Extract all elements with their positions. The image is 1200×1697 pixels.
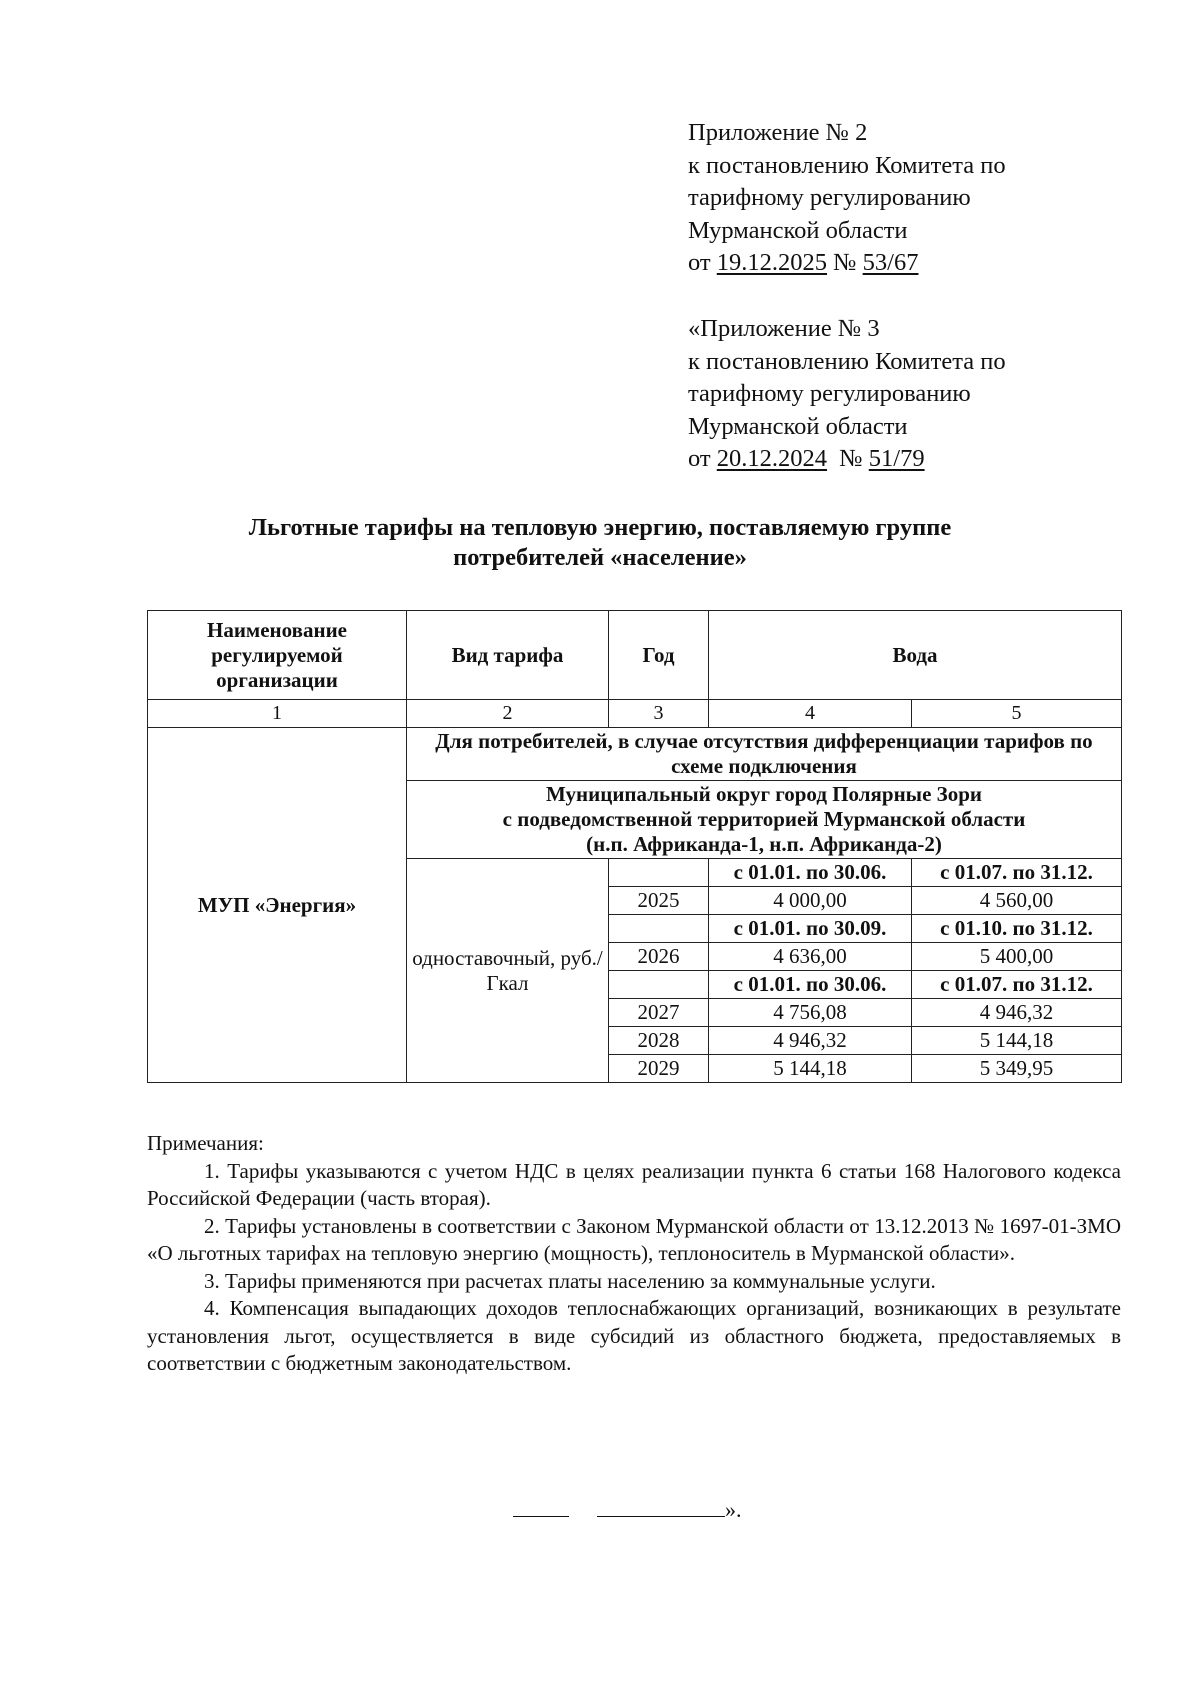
tariff-value: 4 636,00 bbox=[709, 943, 912, 971]
resolution-date: 20.12.2024 bbox=[716, 445, 828, 472]
tariff-value: 5 400,00 bbox=[912, 943, 1122, 971]
column-number: 3 bbox=[609, 700, 709, 728]
notes-section bbox=[147, 1130, 1121, 1378]
tariff-value: 4 000,00 bbox=[709, 887, 912, 915]
title-line: Льготные тарифы на тепловую энергию, поставляемую группе bbox=[248, 514, 952, 541]
year-cell: 2026 bbox=[609, 943, 709, 971]
header-tariff-type: Вид тарифа bbox=[407, 611, 609, 700]
tariff-value: 5 349,95 bbox=[912, 1055, 1122, 1083]
period-label: с 01.10. по 31.12. bbox=[912, 915, 1122, 943]
date-prefix: от bbox=[688, 249, 717, 276]
year-cell: 2027 bbox=[609, 999, 709, 1027]
period-label: с 01.07. по 31.12. bbox=[912, 859, 1122, 887]
appendix-ref-line: Мурманской области bbox=[688, 216, 908, 244]
closing-quote-mark: ». bbox=[725, 1497, 742, 1522]
header-year: Год bbox=[609, 611, 709, 700]
organization-name: МУП «Энергия» bbox=[148, 728, 407, 1083]
year-cell: 2029 bbox=[609, 1055, 709, 1083]
date-prefix: от bbox=[688, 445, 717, 472]
appendix-date-line bbox=[688, 247, 1108, 280]
notes-heading: Примечания: bbox=[147, 1131, 264, 1155]
tariff-table bbox=[147, 610, 1122, 1083]
blank-line bbox=[513, 1516, 569, 1517]
year-cell-empty bbox=[609, 915, 709, 943]
section-label: Для потребителей, в случае отсутствия дифференциации тарифов по схеме подключения bbox=[407, 728, 1122, 781]
appendix-number: «Приложение № 3 bbox=[688, 315, 880, 342]
year-cell-empty bbox=[609, 971, 709, 999]
appendix-header-current bbox=[688, 117, 1108, 280]
column-number: 5 bbox=[912, 700, 1122, 728]
territory-label bbox=[407, 781, 1122, 859]
appendix-header-original bbox=[688, 313, 1108, 476]
column-numbers-row bbox=[148, 700, 1122, 728]
tariff-value: 4 946,32 bbox=[709, 1027, 912, 1055]
note-item: 1. Тарифы указываются с учетом НДС в целях реализации пункта 6 статьи 168 Налогового кодекса Российской Федерации (часть вторая). bbox=[147, 1158, 1121, 1210]
column-number: 1 bbox=[148, 700, 407, 728]
note-item: 4. Компенсация выпадающих доходов теплоснабжающих организаций, возникающих в результате установления льгот, осуществляется в виде субсидий из областного бюджета, предоставляемых в соответствии с бюджетным законодательством. bbox=[147, 1296, 1121, 1375]
year-cell: 2025 bbox=[609, 887, 709, 915]
period-label: с 01.01. по 30.06. bbox=[709, 859, 912, 887]
tariff-type-cell: одноставочный, руб./Гкал bbox=[407, 859, 609, 1083]
header-water: Вода bbox=[709, 611, 1122, 700]
territory-line: (н.п. Африканда-1, н.п. Африканда-2) bbox=[586, 832, 942, 856]
year-cell: 2028 bbox=[609, 1027, 709, 1055]
tariff-value: 5 144,18 bbox=[709, 1055, 912, 1083]
section-row bbox=[148, 728, 1122, 781]
territory-line: с подведомственной территорией Мурманской области bbox=[502, 807, 1026, 831]
blank-line bbox=[597, 1516, 725, 1517]
appendix-ref-line: тарифному регулированию bbox=[688, 380, 971, 407]
tariff-value: 4 560,00 bbox=[912, 887, 1122, 915]
period-label: с 01.01. по 30.06. bbox=[709, 971, 912, 999]
year-cell-empty bbox=[609, 859, 709, 887]
appendix-ref-line: к постановлению Комитета по bbox=[688, 151, 1006, 179]
appendix-ref-line: Мурманской области bbox=[688, 412, 908, 440]
resolution-date: 19.12.2025 bbox=[716, 249, 828, 276]
column-number: 2 bbox=[407, 700, 609, 728]
number-prefix: № bbox=[827, 445, 869, 472]
note-item: 3. Тарифы применяются при расчетах платы населению за коммунальные услуги. bbox=[204, 1268, 936, 1293]
closing-line bbox=[513, 1497, 742, 1523]
number-prefix: № bbox=[827, 249, 863, 276]
title-line: потребителей «население» bbox=[453, 544, 747, 571]
resolution-number: 53/67 bbox=[862, 249, 919, 276]
resolution-number: 51/79 bbox=[868, 445, 925, 472]
tariff-value: 4 756,08 bbox=[709, 999, 912, 1027]
tariff-value: 4 946,32 bbox=[912, 999, 1122, 1027]
period-label: с 01.01. по 30.09. bbox=[709, 915, 912, 943]
document-title bbox=[150, 513, 1050, 573]
period-label: с 01.07. по 31.12. bbox=[912, 971, 1122, 999]
appendix-ref-line: к постановлению Комитета по bbox=[688, 347, 1006, 375]
appendix-number: Приложение № 2 bbox=[688, 119, 868, 146]
table-header-row bbox=[148, 611, 1122, 700]
header-organization: Наименование регулируемой организации bbox=[148, 611, 407, 700]
tariff-value: 5 144,18 bbox=[912, 1027, 1122, 1055]
appendix-ref-line: тарифному регулированию bbox=[688, 184, 971, 211]
territory-line: Муниципальный округ город Полярные Зори bbox=[545, 782, 983, 806]
column-number: 4 bbox=[709, 700, 912, 728]
appendix-date-line bbox=[688, 443, 1108, 476]
note-item: 2. Тарифы установлены в соответствии с Законом Мурманской области от 13.12.2013 № 1697-01-ЗМО «О льготных тарифах на тепловую энергию (мощность), теплоноситель в Мурманской области». bbox=[147, 1213, 1121, 1265]
